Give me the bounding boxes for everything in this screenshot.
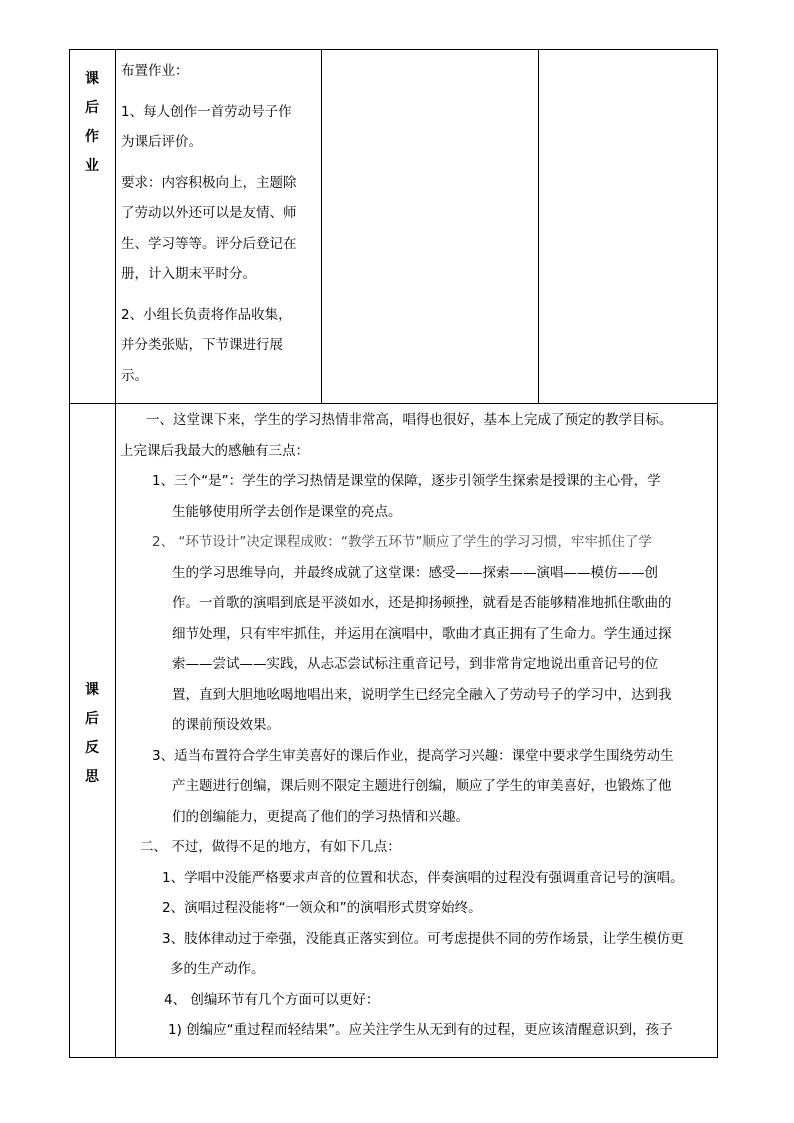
homework-line: 示。 xyxy=(121,367,148,384)
homework-label-char: 后 xyxy=(85,100,99,116)
reflection-line: 生的学习思维导向，并最终成就了这堂课：感受——探索——演唱——模仿——创 xyxy=(172,564,658,581)
reflection-line: 作。一首歌的演唱到底是平淡如水，还是抑扬顿挫，就看是否能够精准地抓住歌曲的 xyxy=(172,595,672,611)
homework-label-char: 课 xyxy=(85,71,99,87)
reflection-line: 2、演唱过程没能将“一领众和”的演唱形式贯穿始终。 xyxy=(162,900,482,916)
reflection-label-char: 课 xyxy=(85,682,99,698)
table-divider xyxy=(69,403,718,404)
homework-line: 生、学习等等。评分后登记在 xyxy=(121,235,297,252)
reflection-content xyxy=(116,405,716,1046)
homework-line: 并分类张贴，下节课进行展 xyxy=(121,337,283,353)
reflection-line: 们的创编能力，更提高了他们的学习热情和兴趣。 xyxy=(172,808,469,825)
reflection-label-char: 反 xyxy=(85,740,99,756)
reflection-line: 索——尝试——实践，从忐忑尝试标注重音记号，到非常肯定地说出重音记号的位 xyxy=(172,656,658,672)
reflection-line: 1) 创编应“重过程而轻结果”。应关注学生从无到有的过程，更应该清醒意识到，孩子 xyxy=(168,1022,673,1038)
homework-label xyxy=(69,65,115,181)
homework-content xyxy=(121,56,316,391)
reflection-line: 3、适当布置符合学生审美喜好的课后作业，提高学习兴趣：课堂中要求学生围绕劳动生 xyxy=(152,747,674,764)
homework-line: 了劳动以外还可以是友情、师 xyxy=(121,205,297,221)
homework-label-char: 业 xyxy=(85,158,99,174)
reflection-label-char: 后 xyxy=(85,711,99,727)
homework-line: 1、每人创作一首劳动号子作 xyxy=(121,103,292,120)
reflection-line: 2、 “环节设计”决定课程成败：“教学五环节”顺应了学生的学习习惯，牢牢抓住了学 xyxy=(152,534,652,550)
homework-line: 为课后评价。 xyxy=(121,134,202,150)
homework-label-char: 作 xyxy=(85,129,99,145)
table-divider xyxy=(538,49,539,403)
reflection-line: 的课前预设效果。 xyxy=(172,717,280,733)
reflection-line: 产主题进行创编，课后则不限定主题进行创编，顺应了学生的审美喜好，也锻炼了他 xyxy=(172,778,672,794)
homework-line: 要求：内容积极向上，主题除 xyxy=(121,174,297,191)
reflection-line: 4、 创编环节有几个方面可以更好： xyxy=(164,991,380,1008)
reflection-line: 1、学唱中没能严格要求声音的位置和状态，伴奏演唱的过程没有强调重音记号的演唱。 xyxy=(162,869,684,886)
reflection-label xyxy=(69,676,115,792)
reflection-line: 上完课后我最大的感触有三点： xyxy=(120,442,309,459)
homework-line: 布置作业： xyxy=(121,63,189,79)
reflection-line: 置，直到大胆地吆喝地唱出来，说明学生已经完全融入了劳动号子的学习中，达到我 xyxy=(172,686,672,703)
homework-line: 册，计入期末平时分。 xyxy=(121,266,256,282)
reflection-line: 生能够使用所学去创作是课堂的亮点。 xyxy=(172,503,402,520)
reflection-line: 一、这堂课下来，学生的学习热情非常高，唱得也很好，基本上完成了预定的教学目标。 xyxy=(146,412,673,428)
reflection-line: 1、三个“是”：学生的学习热情是课堂的保障，逐步引领学生探索是授课的主心骨，学 xyxy=(152,473,661,489)
reflection-line: 二、 不过，做得不足的地方，有如下几点： xyxy=(140,839,401,855)
reflection-label-char: 思 xyxy=(85,769,99,785)
reflection-line: 3、肢体律动过于牵强，没能真正落实到位。可考虑提供不同的劳作场景，让学生模仿更 xyxy=(162,930,684,947)
table-divider xyxy=(321,49,322,403)
homework-line: 2、小组长负责将作品收集， xyxy=(121,306,292,323)
reflection-line: 细节处理，只有牢牢抓住，并运用在演唱中，歌曲才真正拥有了生命力。学生通过探 xyxy=(172,625,672,642)
reflection-line: 多的生产动作。 xyxy=(170,961,265,977)
